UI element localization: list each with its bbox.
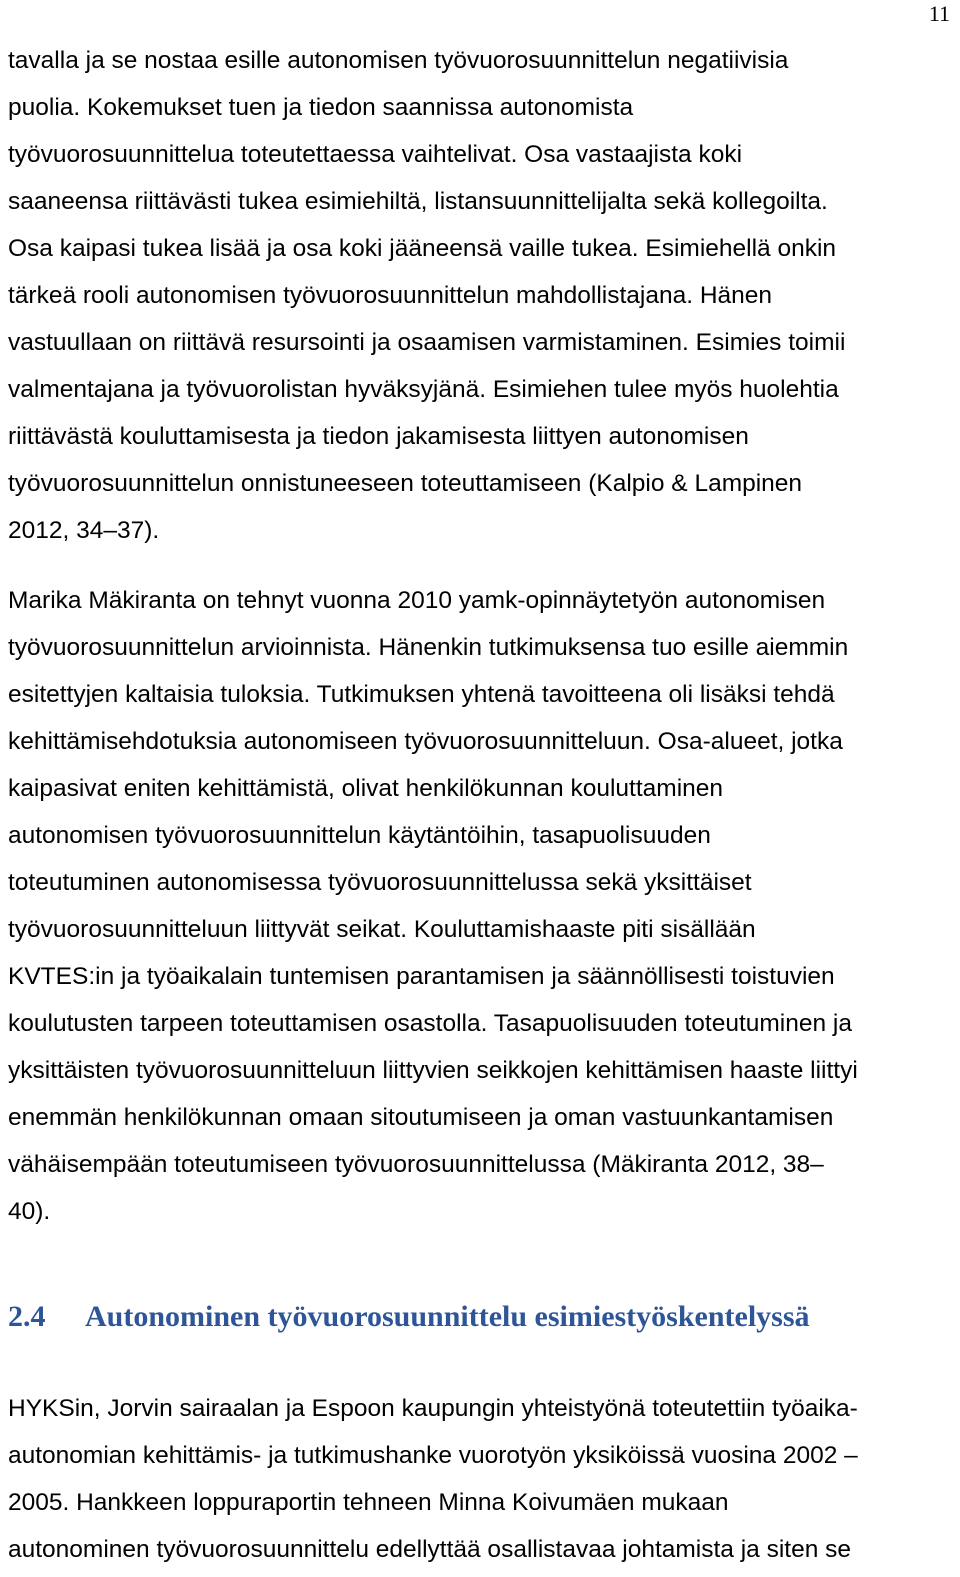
section-title: Autonominen työvuorosuunnittelu esimiestyöskentelyssä [85, 1300, 810, 1333]
text-line: puolia. Kokemukset tuen ja tiedon saannissa autonomista [8, 94, 634, 121]
text-line: autonominen työvuorosuunnittelu edellyttää osallistavaa johtamista ja siten se [8, 1536, 852, 1563]
text-line: yksittäisten työvuorosuunnitteluun liittyvien seikkojen kehittämisen haaste liittyi [8, 1057, 858, 1084]
text-line: esitettyjen kaltaisia tuloksia. Tutkimuksen yhtenä tavoitteena oli lisäksi tehdä [8, 681, 835, 708]
text-line: saaneensa riittävästi tukea esimiehiltä, listansuunnittelijalta sekä kollegoilta. [8, 188, 828, 215]
text-line: vähäisempään toteutumiseen työvuorosuunnittelussa (Mäkiranta 2012, 38– [8, 1151, 824, 1178]
text-line: HYKSin, Jorvin sairaalan ja Espoon kaupungin yhteistyönä toteutettiin työaika- [8, 1395, 858, 1422]
text-line: 40). [8, 1198, 51, 1225]
text-line: KVTES:in ja työaikalain tuntemisen parantamisen ja säännöllisesti toistuvien [8, 963, 835, 990]
page-number: 11 [928, 1, 950, 26]
text-line: toteutuminen autonomisessa työvuorosuunnittelussa sekä yksittäiset [8, 869, 752, 896]
text-line: 2005. Hankkeen loppuraportin tehneen Minna Koivumäen mukaan [8, 1489, 729, 1516]
text-line: riittävästä kouluttamisesta ja tiedon jakamisesta liittyen autonomisen [8, 423, 749, 450]
text-line: Osa kaipasi tukea lisää ja osa koki jääneensä vaille tukea. Esimiehellä onkin [8, 235, 837, 262]
text-line: työvuorosuunnitteluun liittyvät seikat. Kouluttamishaaste piti sisällään [8, 916, 756, 943]
text-line: 2012, 34–37). [8, 517, 160, 544]
text-line: valmentajana ja työvuorolistan hyväksyjänä. Esimiehen tulee myös huolehtia [8, 376, 839, 403]
text-line: kaipasivat eniten kehittämistä, olivat henkilökunnan kouluttaminen [8, 775, 724, 802]
text-line: tärkeä rooli autonomisen työvuorosuunnittelun mahdollistajana. Hänen [8, 282, 773, 309]
text-line: autonomisen työvuorosuunnittelun käytäntöihin, tasapuolisuuden [8, 822, 711, 849]
text-line: työvuorosuunnittelua toteutettaessa vaihtelivat. Osa vastaajista koki [8, 141, 743, 168]
text-line: tavalla ja se nostaa esille autonomisen työvuorosuunnittelun negatiivisia [8, 47, 789, 74]
text-line: koulutusten tarpeen toteuttamisen osastolla. Tasapuolisuuden toteutuminen ja [8, 1010, 853, 1037]
text-line: vastuullaan on riittävä resursointi ja osaamisen varmistaminen. Esimies toimii [8, 329, 846, 356]
section-number: 2.4 [8, 1300, 46, 1333]
text-line: autonomian kehittämis- ja tutkimushanke vuorotyön yksiköissä vuosina 2002 – [8, 1442, 858, 1469]
text-line: työvuorosuunnittelun arvioinnista. Hänenkin tutkimuksensa tuo esille aiemmin [8, 634, 849, 661]
section-heading [8, 1300, 810, 1334]
text-line: kehittämisehdotuksia autonomiseen työvuorosuunnitteluun. Osa-alueet, jotka [8, 728, 843, 755]
text-line: Marika Mäkiranta on tehnyt vuonna 2010 yamk-opinnäytetyön autonomisen [8, 587, 826, 614]
text-line: työvuorosuunnittelun onnistuneeseen toteuttamiseen (Kalpio & Lampinen [8, 470, 803, 497]
text-line: enemmän henkilökunnan omaan sitoutumiseen ja oman vastuunkantamisen [8, 1104, 834, 1131]
